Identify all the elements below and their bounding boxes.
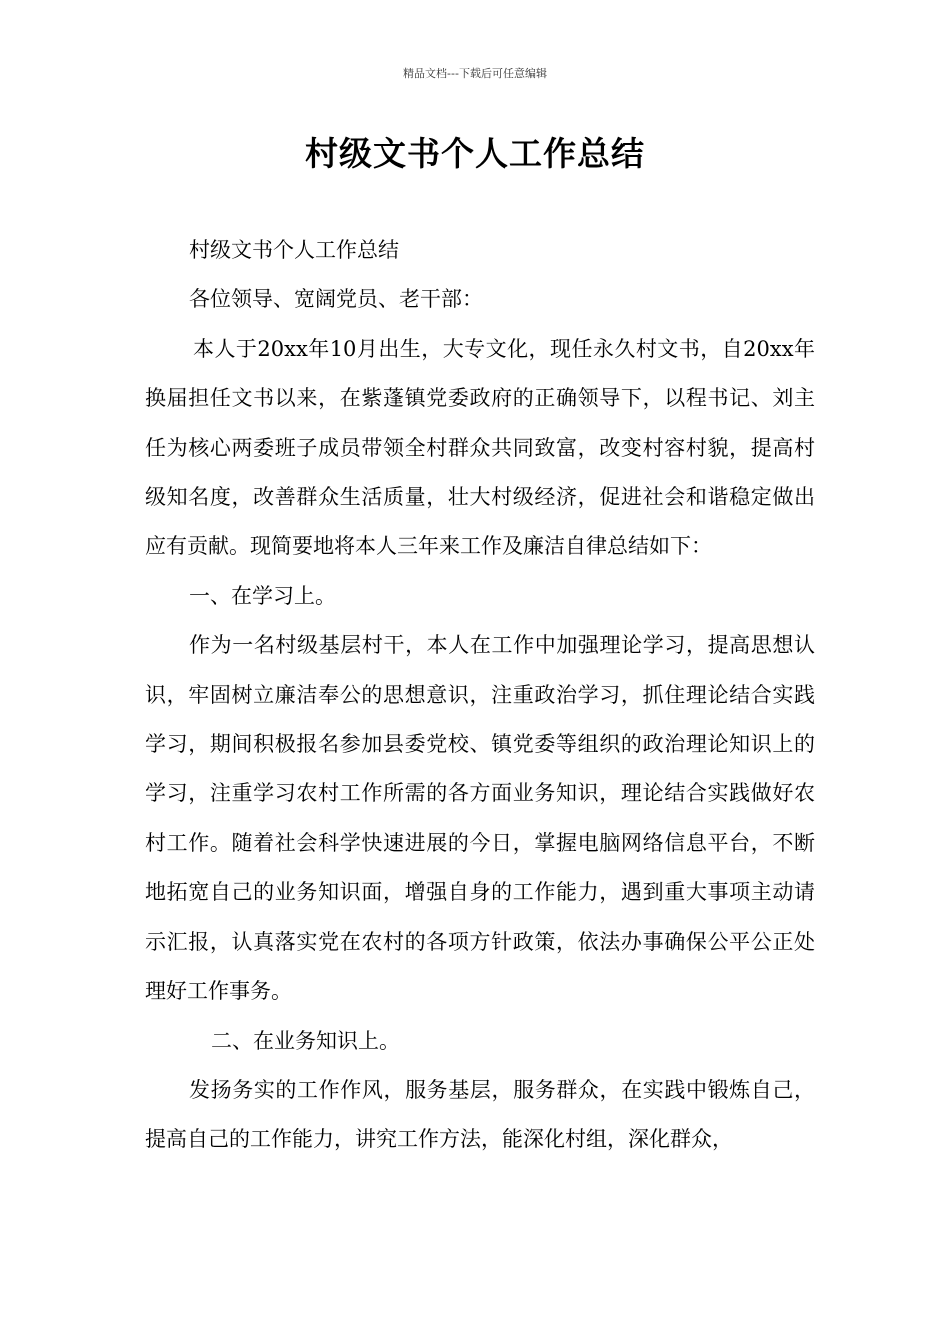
subtitle-paragraph: 村级文书个人工作总结	[189, 238, 399, 262]
section1-body: 作为一名村级基层村干，本人在工作中加强理论学习，提高思想认识，牢固树立廉洁奉公的思想意识，注重政治学习，抓住理论结合实践学习，期间积极报名参加县委党校、镇党委等组织的政治理论知识上的学习，注重学习农村工作所需的各方面业务知识，理论结合实践做好农村工作。随着社会科学快速进展的今日，掌握电脑网络信息平台，不断地拓宽自己的业务知识面，增强自身的工作能力，遇到重大事项主动请示汇报，认真落实党在农村的各项方针政策，依法办事确保公平公正处理好工作事务。	[145, 633, 815, 1004]
header-note: 精品文档---下载后可任意编辑	[403, 67, 547, 80]
document-title: 村级文书个人工作总结	[305, 134, 645, 173]
section2-heading: 二、在业务知识上。	[211, 1028, 400, 1053]
greeting-paragraph: 各位领导、宽阔党员、老干部：	[189, 287, 483, 312]
section2-body: 发扬务实的工作作风，服务基层，服务群众，在实践中锻炼自己，提高自己的工作能力，讲究工作方法，能深化村组，深化群众，	[145, 1077, 815, 1152]
intro-paragraph: 本人于20xx年10月出生，大专文化，现任永久村文书，自20xx年换届担任文书以来，在紫蓬镇党委政府的正确领导下，以程书记、刘主任为核心两委班子成员带领全村群众共同致富，改变村容村貌，提高村级知名度，改善群众生活质量，壮大村级经济，促进社会和谐稳定做出应有贡献。现简要地将本人三年来工作及廉洁自律总结如下：	[145, 336, 815, 559]
document-body	[145, 226, 815, 1165]
section1-heading: 一、在学习上。	[189, 583, 336, 608]
